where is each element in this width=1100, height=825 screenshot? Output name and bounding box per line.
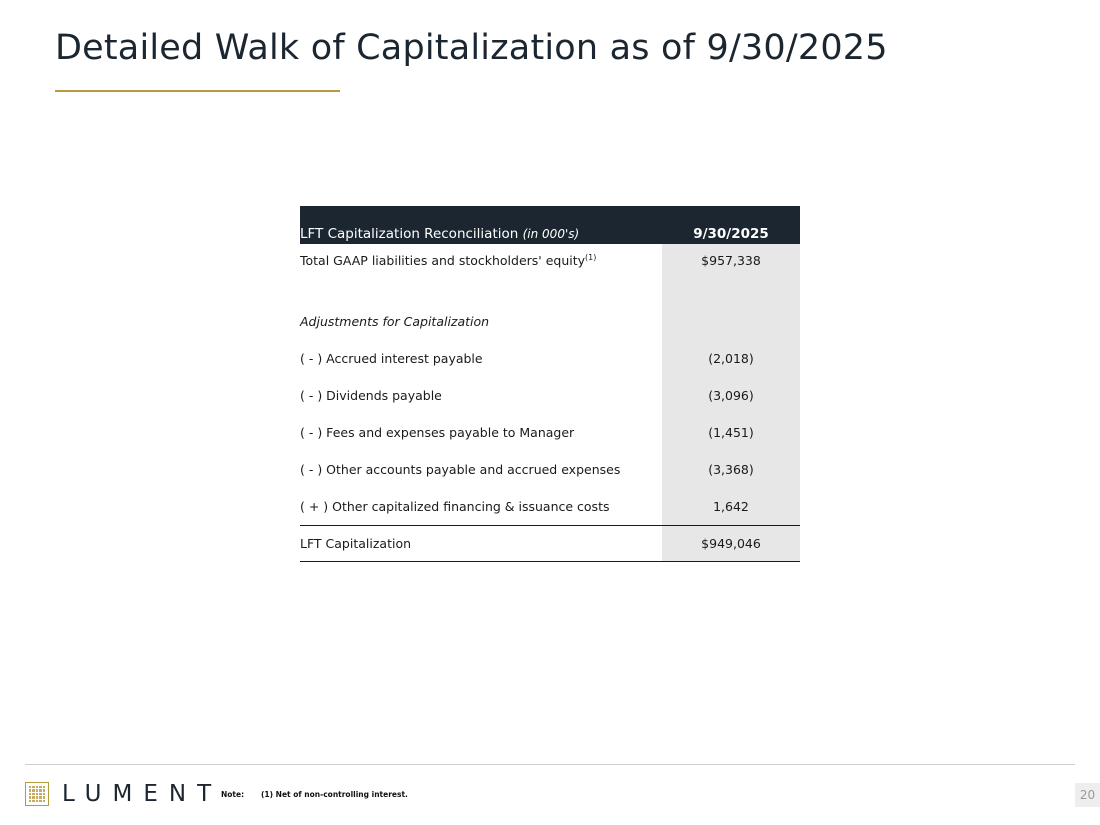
- header-label: [300, 206, 662, 244]
- total-gaap-value: $957,338: [662, 244, 800, 281]
- table-row: [300, 414, 800, 451]
- table-row: [300, 488, 800, 525]
- lument-grid-logo-icon: [25, 782, 49, 806]
- adjustment-value: 1,642: [662, 488, 800, 525]
- adjustment-value: (3,096): [662, 377, 800, 414]
- table-row: [300, 377, 800, 414]
- table-row-total-gaap: [300, 244, 800, 281]
- adjustments-heading: Adjustments for Capitalization: [300, 314, 490, 329]
- total-label: LFT Capitalization: [300, 525, 662, 561]
- row-label: [300, 244, 662, 281]
- adjustment-label: ( + ) Other capitalized financing & issuance costs: [300, 488, 662, 525]
- adjustment-label: ( - ) Fees and expenses payable to Manager: [300, 425, 575, 440]
- logo-wordmark: LUMENT: [62, 781, 223, 807]
- table-spacer-row: [300, 281, 800, 303]
- adjustment-label: ( - ) Other accounts payable and accrued expenses: [300, 462, 621, 477]
- adjustment-label: ( - ) Dividends payable: [300, 388, 442, 403]
- table-row-total: [300, 525, 800, 561]
- adjustment-value: (3,368): [662, 451, 800, 488]
- slide-title: Detailed Walk of Capitalization as of 9/30/2025: [55, 28, 888, 68]
- total-gaap-label: Total GAAP liabilities and stockholders' equity: [300, 253, 586, 268]
- table-header-row: [300, 206, 800, 244]
- footnote-marker: (1): [585, 252, 597, 262]
- adjustment-label: ( - ) Accrued interest payable: [300, 351, 483, 366]
- page-number: 20: [1075, 783, 1100, 807]
- header-date: 9/30/2025: [662, 206, 800, 244]
- header-label-text: LFT Capitalization Reconciliation: [300, 226, 519, 242]
- footer-divider: [25, 764, 1075, 765]
- table-row-adjustments-heading: [300, 303, 800, 340]
- header-unit: (in 000's): [522, 227, 580, 241]
- adjustment-value: (1,451): [662, 414, 800, 451]
- note-label: Note:: [221, 790, 245, 799]
- title-underline: [55, 90, 340, 92]
- capitalization-reconciliation-table: [300, 206, 800, 562]
- table-row: [300, 451, 800, 488]
- table-row: [300, 340, 800, 377]
- adjustment-value: (2,018): [662, 340, 800, 377]
- footnote-text: (1) Net of non-controlling interest.: [261, 790, 408, 799]
- total-value: $949,046: [662, 525, 800, 561]
